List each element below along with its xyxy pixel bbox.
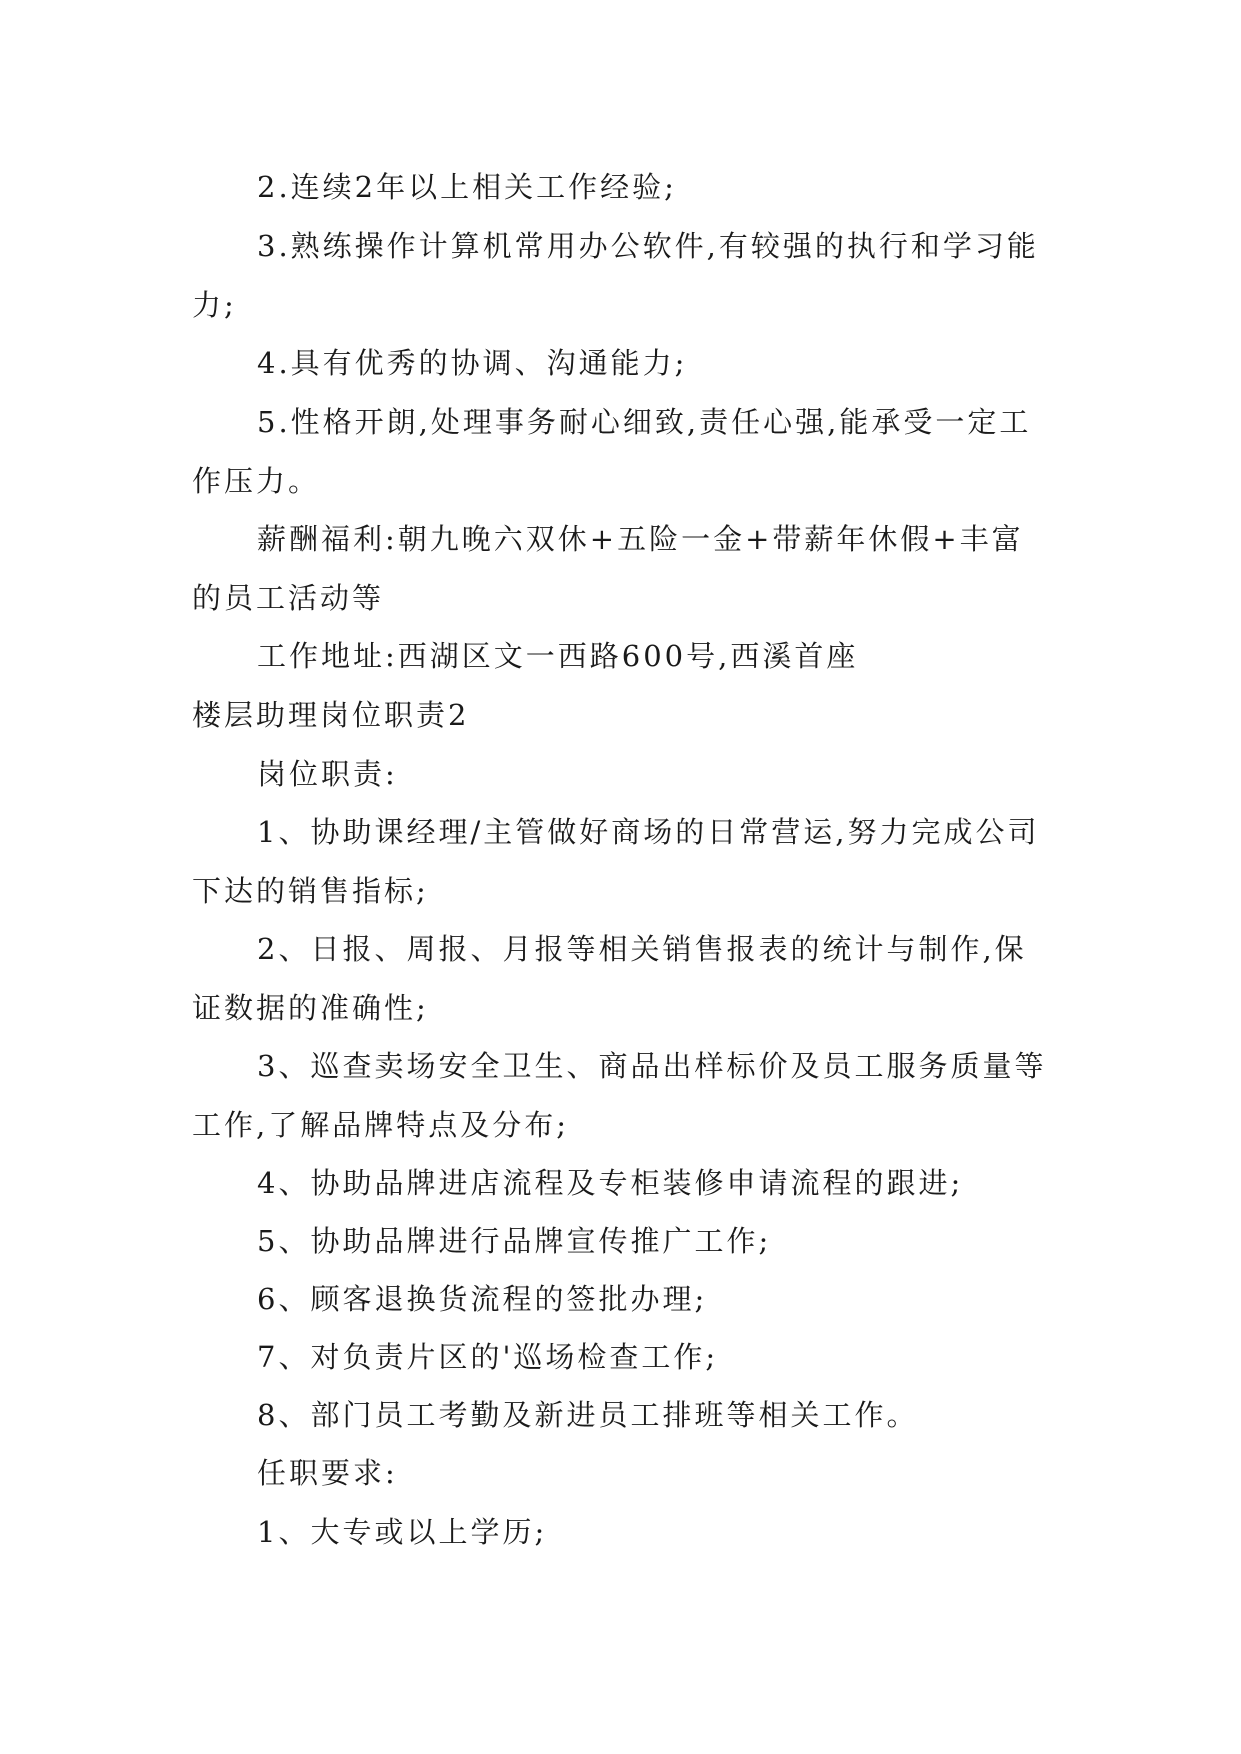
requirement-item-2: 2.连续2年以上相关工作经验;: [257, 170, 677, 204]
document-page: [192, 0, 1052, 1754]
duty-item-4: 4、协助品牌进店流程及专柜装修申请流程的跟进;: [257, 1166, 964, 1200]
work-address: 工作地址:西湖区文一西路600号,西溪首座: [257, 639, 859, 673]
duty-item-6: 6、顾客退换货流程的签批办理;: [257, 1282, 708, 1316]
requirement-item-3: 3.熟练操作计算机常用办公软件,有较强的执行和学习能力;: [192, 229, 1039, 322]
duty-item-5: 5、协助品牌进行品牌宣传推广工作;: [257, 1224, 772, 1258]
qualification-item-1: 1、大专或以上学历;: [257, 1515, 548, 1549]
duty-item-1: 1、协助课经理/主管做好商场的日常营运,努力完成公司下达的销售指标;: [192, 815, 1040, 908]
duty-item-8: 8、部门员工考勤及新进员工排班等相关工作。: [257, 1398, 919, 1432]
duties-heading: 岗位职责:: [257, 757, 398, 791]
section-title: 楼层助理岗位职责2: [192, 698, 470, 732]
qualifications-heading: 任职要求:: [257, 1456, 398, 1490]
duty-item-3: 3、巡查卖场安全卫生、商品出样标价及员工服务质量等工作,了解品牌特点及分布;: [192, 1049, 1047, 1142]
requirement-item-5: 5.性格开朗,处理事务耐心细致,责任心强,能承受一定工作压力。: [192, 405, 1032, 498]
salary-benefits: 薪酬福利:朝九晚六双休+五险一金+带薪年休假+丰富的员工活动等: [192, 522, 1024, 615]
requirement-item-4: 4.具有优秀的协调、沟通能力;: [257, 346, 688, 380]
duty-item-7: 7、对负责片区的'巡场检查工作;: [257, 1340, 719, 1374]
duty-item-2: 2、日报、周报、月报等相关销售报表的统计与制作,保证数据的准确性;: [192, 932, 1027, 1025]
